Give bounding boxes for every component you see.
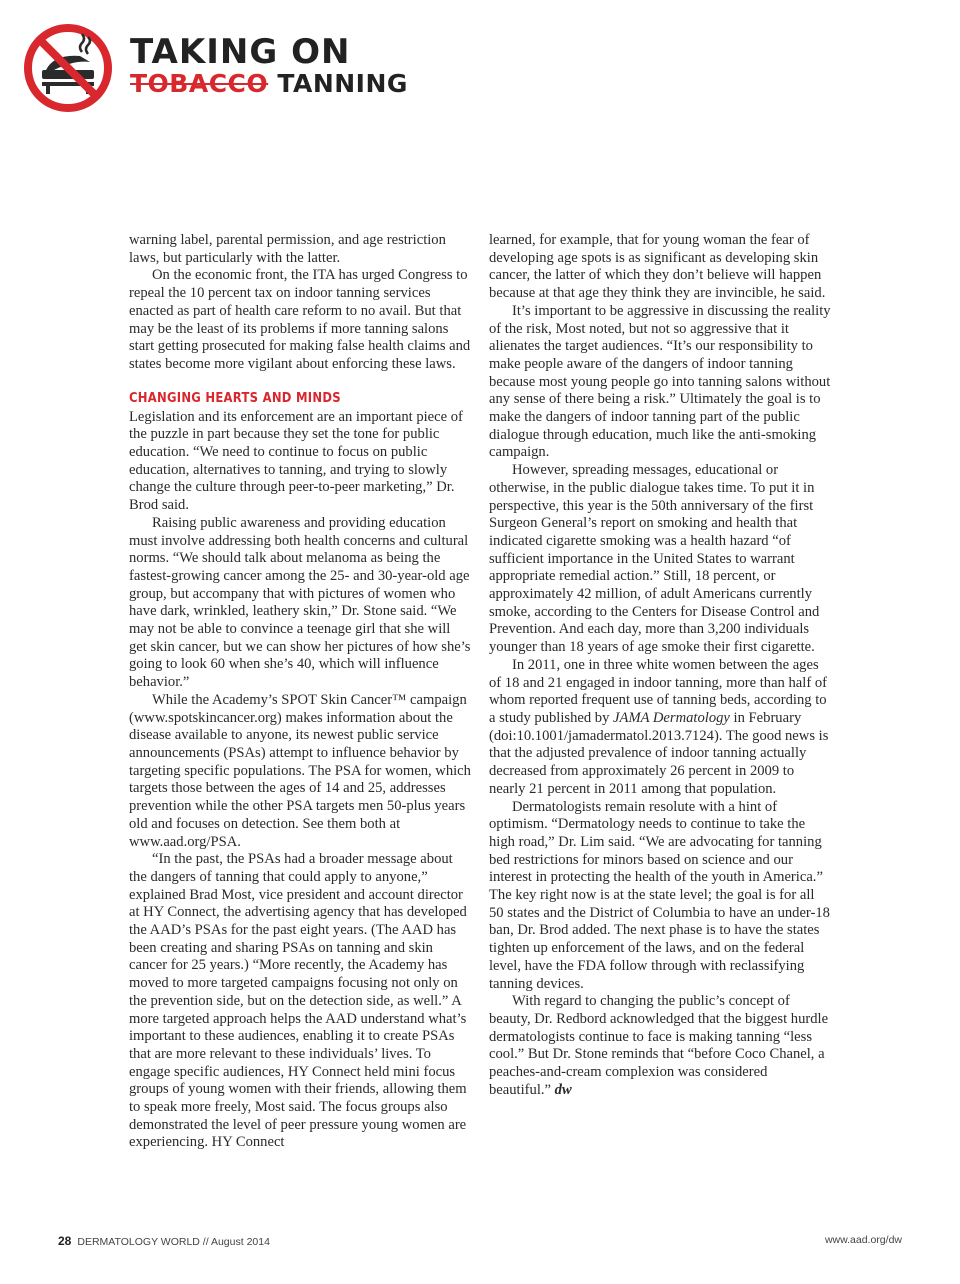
page-number: 28: [58, 1234, 72, 1248]
footer-url: www.aad.org/dw: [824, 1234, 902, 1246]
replacement-word: TANNING: [277, 69, 408, 98]
paragraph: [489, 657, 831, 799]
no-smoking-tanning-bed-icon: [24, 24, 112, 112]
paragraph: [489, 993, 831, 1099]
signoff: dw: [554, 1081, 572, 1098]
paragraph: warning label, parental permission, and age restriction laws, but particularly with the latter.: [129, 232, 446, 266]
paragraph: Legislation and its enforcement are an important piece of the puzzle in part because they set the tone for public education. “We need to continue to focus on public education, alternatives to tanning, and trying to slowly change the culture through peer-to-peer marketing,” Dr. Brod said.: [129, 408, 463, 514]
paragraph: Raising public awareness and providing education must involve addressing both health concerns and cultural norms. “We should talk about melanoma as being the fastest-growing cancer among the 25- and 30-year-old age group, but accompany that with pictures of women who have dark, wrinkled, leathery skin,” Dr. Stone said. “We may not be able to convince a teenage girl that she will get skin cancer, but we can show her pictures of how she’s going to look 60 when she’s 40, which will influence behavior.”: [129, 514, 471, 691]
paragraph: On the economic front, the ITA has urged Congress to repeal the 10 percent tax on indoor tanning services enacted as part of health care reform to no avail. But that may be the least of its problems if more tanning salons start getting prosecuted for making false health claims and states become more vigilant about enforcing these laws.: [129, 267, 471, 372]
header-subtitle: [130, 70, 408, 98]
publication-name: DERMATOLOGY WORLD // August 2014: [77, 1236, 270, 1248]
paragraph: It’s important to be aggressive in discussing the reality of the risk, Most noted, but not so aggressive that it alienates the target audiences. “It’s our responsibility to make people aware of the dangers of indoor tanning because most young people go into tanning salons without any sense of there being a risk.” Ultimately the goal is to make the dangers of indoor tanning part of the public dialogue through education, much like the anti-smoking campaign.: [489, 302, 831, 461]
left-column: [129, 232, 471, 1152]
paragraph: learned, for example, that for young woman the fear of developing age spots is as significant as developing skin cancer, the latter of which they don’t believe will happen because at that age they think they are invincible, he said.: [489, 232, 826, 302]
right-column: [489, 232, 831, 1099]
journal-title: JAMA Dermatology: [613, 709, 730, 726]
struck-word: TOBACCO: [130, 69, 269, 98]
paragraph: “In the past, the PSAs had a broader message about the dangers of tanning that could apply to anyone,” explained Brad Most, vice president and account director at HY Connect, the advertising agency that has developed the AAD’s PSAs for the past eight years. (The AAD has been creating and sharing PSAs on tanning and skin cancer for 25 years.) “More recently, the Academy has moved to more targeted campaigns focusing not only on the prevention side, but on the detection side, as well.” A more targeted approach helps the AAD understand what’s important to these audiences, enabling it to create PSAs that are more relevant to these individuals’ lives. To engage specific audiences, HY Connect held mini focus groups of young women with their friends, allowing them to speak more freely, Most said. The focus groups also demonstrated the level of peer pressure young women are experiencing. HY Connect: [129, 851, 467, 1151]
header-title: TAKING ON: [130, 32, 351, 72]
paragraph: While the Academy’s SPOT Skin Cancer™ campaign (www.spotskincancer.org) makes information about the disease available to anyone, its newest public service announcements (PSAs) attempt to influence behavior by targeting specific populations. The PSA for women, which targets those between the ages of 14 and 25, addresses prevention while the other PSA targets men 50-plus years old and focuses on detection. See them both at www.aad.org/PSA.: [129, 691, 471, 850]
paragraph: Dermatologists remain resolute with a hint of optimism. “Dermatology needs to continue to take the high road,” Dr. Lim said. “We are advocating for tanning bed restrictions for minors based on science and our interest in protecting the health of the youth in America.” The key right now is at the state level; the goal is for all 50 states and the District of Columbia to have an under-18 ban, Dr. Brod added. The next phase is to have the states tighten up enforcement of the laws, and on the federal level, have the FDA follow through with reclassifying tanning devices.: [489, 798, 830, 992]
footer-left: [58, 1234, 270, 1248]
section-heading: CHANGING HEARTS AND MINDS: [129, 389, 341, 406]
paragraph: However, spreading messages, educational or otherwise, in the public dialogue takes time. To put it in perspective, this year is the 50th anniversary of the first Surgeon General’s report on smoking and health that indicated cigarette smoking was a health hazard “of sufficient importance in the United States to warrant appropriate remedial action.” Still, 18 percent, or approximately 42 million, of adult Americans currently smoke, according to the Centers for Disease Control and Prevention. And each day, more than 3,200 individuals younger than 18 years of age smoke their first cigarette.: [489, 462, 820, 656]
section-header: [130, 34, 408, 98]
paragraph-text: in February (doi:10.1001/jamadermatol.2013.7124). The good news is that the adjusted prevalence of indoor tanning actually decreased from approximately 26 percent in 2009 to nearly 21 percent in 2011 among that population.: [489, 709, 829, 797]
paragraph-text: In 2011, one in three white women between the ages of 18 and 21 engaged in indoor tanning, more than half of whom reported frequent use of tanning beds, according to a study published by: [489, 656, 828, 726]
paragraph-text: With regard to changing the public’s concept of beauty, Dr. Redbord acknowledged that the biggest hurdle dermatologists continue to face is making tanning “less cool.” But Dr. Stone reminds that “before Coco Chanel, a peaches-and-cream complexion was considered beautiful.”: [489, 993, 829, 1098]
